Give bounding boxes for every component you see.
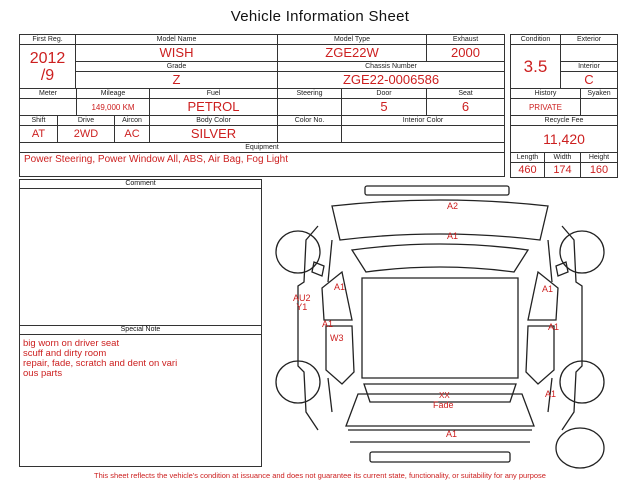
first-reg-month: /9 (40, 66, 55, 84)
exhaust-label: Exhaust (427, 35, 505, 45)
mileage-value: 149,000 KM (77, 99, 150, 116)
mark-rear-bumper: A1 (446, 429, 458, 439)
exterior-value (561, 45, 618, 62)
shift-label: Shift (20, 116, 58, 126)
recycle-fee-label: Recycle Fee (511, 116, 618, 126)
length-value: 460 (511, 163, 545, 178)
seat-value: 6 (427, 99, 505, 116)
drive-label: Drive (58, 116, 115, 126)
front-bumper-outline (365, 186, 509, 195)
model-name-value: WISH (76, 45, 278, 62)
mileage-label: Mileage (77, 89, 150, 99)
interior-label: Interior (561, 62, 618, 72)
history-table (510, 88, 618, 178)
left-mirror-outline (312, 262, 324, 276)
height-label: Height (581, 153, 618, 163)
mark-left-rear-door: W3 (330, 333, 344, 343)
rear-bumper-lines (348, 430, 532, 442)
left-rear-wheel (276, 361, 320, 403)
vehicle-details-table (19, 88, 505, 177)
syaken-label: Syaken (581, 89, 618, 99)
mark-hood: A1 (447, 231, 459, 241)
recycle-fee-value: 11,420 (511, 126, 618, 153)
spare-wheel (556, 428, 604, 468)
meter-label: Meter (20, 89, 77, 99)
body-color-label: Body Color (150, 116, 278, 126)
left-front-door-outline (322, 272, 352, 320)
equipment-value: Power Steering, Power Window All, ABS, Air Bag, Fog Light (20, 153, 505, 177)
width-value: 174 (545, 163, 581, 178)
exhaust-value: 2000 (427, 45, 505, 62)
seat-label: Seat (427, 89, 505, 99)
steering-value (278, 99, 342, 116)
right-rear-door-outline (526, 326, 554, 384)
mark-right-front-fender: A1 (542, 284, 554, 294)
condition-value: 3.5 (511, 45, 561, 89)
condition-table (510, 34, 618, 89)
mark-left-a-pillar: AU2 Y1 (293, 293, 311, 312)
mark-hood-front: A2 (447, 201, 459, 211)
footer-disclaimer: This sheet reflects the vehicle's condition at issuance and does not guarantee its current state, functionality, or suitability for any purpose (94, 471, 546, 480)
mark-left-front-door: A1 (322, 319, 334, 329)
model-type-value: ZGE22W (278, 45, 427, 62)
length-label: Length (511, 153, 545, 163)
door-value: 5 (342, 99, 427, 116)
mark-right-rear-quarter: A1 (545, 389, 557, 399)
mark-right-door: A1 (548, 322, 560, 332)
history-label: History (511, 89, 581, 99)
interior-color-label: Interior Color (342, 116, 505, 126)
model-type-label: Model Type (278, 35, 427, 45)
rear-bumper-outline (370, 452, 510, 462)
model-name-label: Model Name (76, 35, 278, 45)
first-reg-label: First Reg. (20, 35, 76, 45)
mark-left-front-fender: A1 (334, 282, 346, 292)
meter-value (20, 99, 77, 116)
chassis-number-value: ZGE22-0006586 (278, 72, 505, 89)
steering-label: Steering (278, 89, 342, 99)
first-reg-value (20, 45, 76, 89)
mark-rear-gate-symbol: XX (439, 391, 450, 400)
mark-rear-gate: Fade (433, 400, 454, 410)
color-no-label: Color No. (278, 116, 342, 126)
color-no-value (278, 126, 342, 143)
history-value: PRIVATE (511, 99, 581, 116)
door-label: Door (342, 89, 427, 99)
left-body-outline (298, 226, 318, 430)
comment-label: Comment (20, 180, 261, 189)
chassis-number-label: Chassis Number (278, 62, 505, 72)
hood-outline (332, 200, 548, 240)
right-front-wheel (560, 231, 604, 273)
sheet-title: Vehicle Information Sheet (230, 8, 410, 25)
grade-value: Z (76, 72, 278, 89)
comment-value (20, 189, 261, 193)
aircon-label: Aircon (115, 116, 150, 126)
vehicle-main-table (19, 34, 505, 89)
interior-color-value (342, 126, 505, 143)
special-note-value: big worn on driver seat scuff and dirty room repair, fade, scratch and dent on vari ous parts (23, 338, 178, 379)
windshield-outline (352, 244, 528, 272)
shift-value: AT (20, 126, 58, 143)
comment-box (19, 179, 262, 326)
right-mirror-outline (556, 262, 568, 276)
body-color-value: SILVER (150, 126, 278, 143)
drive-value: 2WD (58, 126, 115, 143)
interior-value: C (561, 72, 618, 89)
right-front-door-outline (528, 272, 558, 320)
first-reg-year: 2012 (29, 49, 66, 67)
exterior-label: Exterior (561, 35, 618, 45)
syaken-value (581, 99, 618, 116)
height-value: 160 (581, 163, 618, 178)
equipment-label: Equipment (20, 143, 505, 153)
fuel-value: PETROL (150, 99, 278, 116)
special-note-label: Special Note (20, 326, 261, 335)
aircon-value: AC (115, 126, 150, 143)
grade-label: Grade (76, 62, 278, 72)
special-note-box (19, 325, 262, 467)
right-body-outline (562, 226, 582, 430)
width-label: Width (545, 153, 581, 163)
condition-label: Condition (511, 35, 561, 45)
fuel-label: Fuel (150, 89, 278, 99)
left-front-wheel (276, 231, 320, 273)
right-rear-wheel (560, 361, 604, 403)
roof-outline (362, 278, 518, 378)
